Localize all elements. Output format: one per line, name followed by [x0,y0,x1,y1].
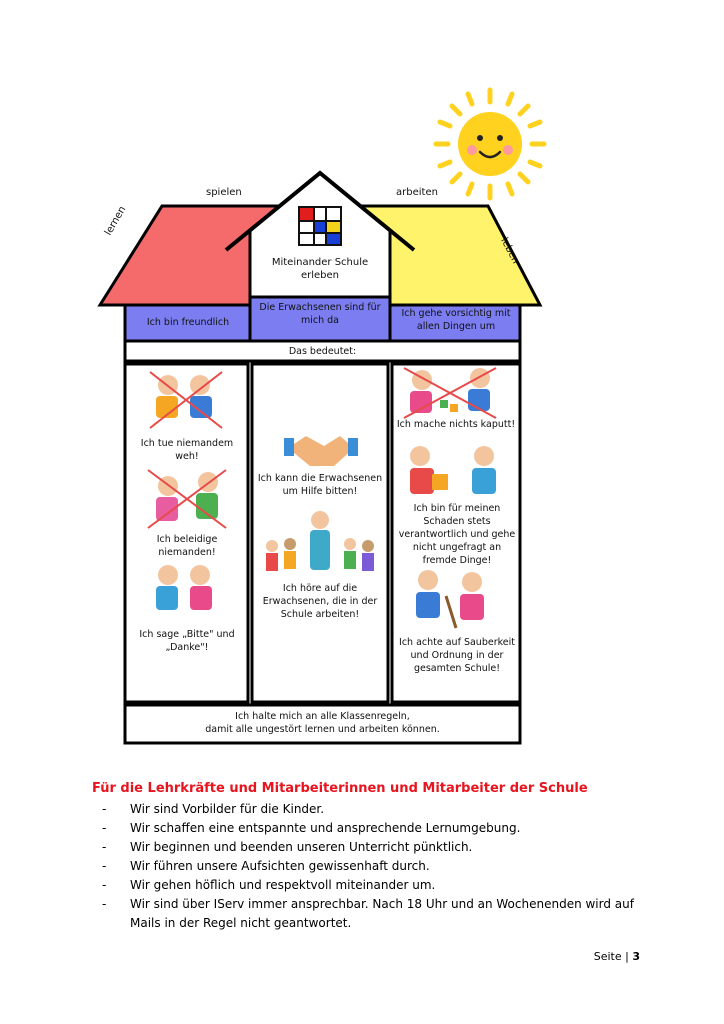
foundation-line-2: damit alle ungestört lernen und arbeiten können. [205,724,440,735]
list-item: - Wir sind über IServ immer ansprechbar. Nach 18 Uhr und an Wochenenden wird auf Mails in der Regel nicht geantwortet. [102,897,634,930]
list-item: - Wir sind Vorbilder für die Kinder. [102,802,325,816]
pillar-careful: Ich gehe vorsichtig mit allen Dingen um [401,308,511,332]
pillar-friendly: Ich bin freundlich [146,317,230,328]
page-separator: | [625,950,633,963]
col1-text-2: Ich beleidige niemanden! [156,534,218,558]
col3-text-1: Ich mache nichts kaputt! [396,419,516,430]
foundation-line-1: Ich halte mich an alle Klassenregeln, [235,711,410,722]
col2-text-1: Ich kann die Erwachsenen um Hilfe bitten! [257,473,383,497]
list-item: - Wir führen unsere Aufsichten gewissenhaft durch. [102,859,430,873]
section-title: Für die Lehrkräfte und Mitarbeiterinnen und Mitarbeiter der Schule [92,781,588,796]
pillar-adults: Die Erwachsenen sind für mich da [259,302,381,326]
col1-text-1: Ich tue niemandem weh! [140,438,234,462]
roof-word-lernen: lernen [103,204,129,238]
foundation-text [125,710,520,736]
col3-text-3: Ich achte auf Sauberkeit und Ordnung in der gesamten Schule! [399,637,515,674]
page-label: Seite [593,950,622,963]
page-number: 3 [632,950,640,963]
list-item: - Wir beginnen und beenden unseren Unterricht pünktlich. [102,840,473,854]
page-footer [594,950,640,963]
roof-word-arbeiten: arbeiten [396,187,438,198]
list-item: - Wir schaffen eine entspannte und ansprechende Lernumgebung. [102,821,521,835]
col2-text-2: Ich höre auf die Erwachsenen, die in der Schule arbeiten! [262,583,378,620]
roof-word-leben: leben [498,236,522,266]
col1-text-3: Ich sage „Bitte" und „Danke"! [139,629,235,653]
staff-rules-list [92,800,652,933]
school-logo [298,206,342,246]
col3-text-2: Ich bin für meinen Schaden stets verantwortlich und gehe nicht ungefragt an fremde Dinge! [398,503,516,566]
gable-text: Miteinander Schule erleben [271,257,369,281]
roof-word-spielen: spielen [206,187,242,198]
meaning-label: Das bedeutet: [288,346,357,357]
list-item: - Wir gehen höflich und respektvoll miteinander um. [102,878,436,892]
